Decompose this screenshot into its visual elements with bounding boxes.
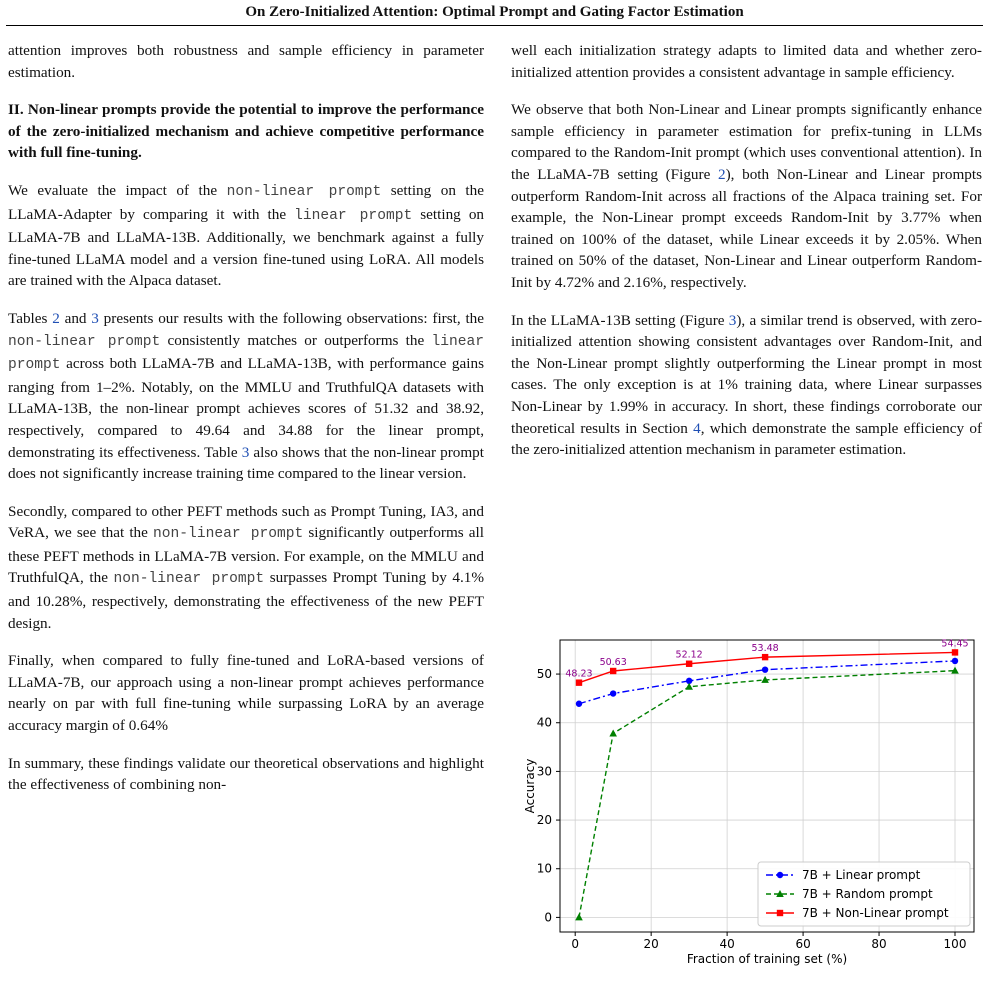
text-run: , which demonstrate the sample efficiency of the zero-initialized attention mechanism in parameter estimation. xyxy=(511,419,982,459)
data-point xyxy=(952,658,958,664)
data-point xyxy=(609,729,617,736)
text-run: and xyxy=(59,309,92,327)
x-tick-label: 80 xyxy=(871,937,887,951)
data-point xyxy=(762,666,768,672)
table-ref-link[interactable]: 3 xyxy=(241,443,250,461)
data-point xyxy=(575,913,583,920)
figure-ref-link[interactable]: 3 xyxy=(728,311,737,329)
y-tick-label: 20 xyxy=(536,813,552,828)
text-run: also shows that the non-linear prompt does not significantly increase training time compared to the linear version. xyxy=(8,443,484,483)
right-paragraph-2 xyxy=(511,99,982,293)
header-rule xyxy=(6,25,983,26)
data-label: 53.48 xyxy=(751,643,779,655)
left-paragraph-4 xyxy=(8,501,484,635)
text-run: We evaluate the impact of the xyxy=(8,181,227,199)
y-tick-label: 30 xyxy=(536,764,552,779)
data-point xyxy=(610,690,616,696)
legend-marker xyxy=(777,910,783,916)
figure-ref-link[interactable]: 2 xyxy=(718,165,726,183)
text-run: presents our results with the following observations: first, the xyxy=(98,309,484,327)
data-point xyxy=(576,701,582,707)
y-tick-label: 50 xyxy=(536,667,552,682)
data-label: 54.45 xyxy=(941,638,969,650)
x-tick-label: 60 xyxy=(795,937,811,951)
y-tick-label: 0 xyxy=(544,910,552,925)
text-run: In the LLaMA-13B setting (Figure xyxy=(511,311,729,329)
code-term: non-linear prompt xyxy=(113,571,265,588)
text-run: ), both Non-Linear and Linear prompts outperform Random-Init across all fractions of the Alpaca training set. For example, the Non-Linear prompt exceeds Random-Init by 3.77% when trained on 100% of the dataset, while Linear exceeds it by 2.05%. When trained on 50% of the dataset, Non-Linear and Linear outperform Random-Init by 4.72% and 2.16%, respectively. xyxy=(511,165,982,291)
left-paragraph-5: Finally, when compared to fully fine-tuned and LoRA-based versions of LLaMA-7B, our approach using a non-linear prompt achieves performance nearly on par with full fine-tuning while surpassing LoRA by an average accuracy margin of 0.64% xyxy=(8,652,484,735)
data-point xyxy=(685,683,693,690)
section-heading: II. Non-linear prompts provide the potential to improve the performance of the zero-initialized mechanism and achieve competitive performance with full fine-tuning. xyxy=(8,101,484,162)
x-tick-label: 20 xyxy=(643,937,659,951)
text-run: Tables xyxy=(8,309,53,327)
text-run: surpasses Prompt Tuning by 4.1% and 10.28%, respectively, demonstrating the effectiveness of the new PEFT design. xyxy=(8,569,484,632)
data-point xyxy=(576,679,582,685)
text-run: We observe that both Non-Linear and Linear prompts significantly enhance sample efficiency in parameter estimation for prefix-tuning in LLMs compared to the Random-Init prompt (which uses conventional attention). In the LLaMA-7B setting (Figure xyxy=(511,101,982,183)
page-header xyxy=(0,0,989,24)
paper-title: On Zero-Initialized Attention: Optimal Prompt and Gating Factor Estimation xyxy=(245,4,744,20)
x-axis-label: Fraction of training set (%) xyxy=(686,952,848,966)
x-tick-label: 0 xyxy=(571,937,580,951)
y-tick-label: 40 xyxy=(536,715,552,730)
right-paragraph-1: well each initialization strategy adapts to limited data and whether zero-initialized attention provides a consistent advantage in sample efficiency. xyxy=(511,42,982,81)
text-run: consistently matches or outperforms the xyxy=(160,331,432,349)
data-label: 52.12 xyxy=(675,649,703,661)
table-ref-link[interactable]: 2 xyxy=(52,309,60,327)
code-term: non-linear prompt xyxy=(153,526,304,543)
text-run: Secondly, compared to other PEFT methods such as Prompt Tuning, IA3, and VeRA, we see that the xyxy=(8,502,484,542)
data-point xyxy=(762,654,768,660)
text-run: across both LLaMA-7B and LLaMA-13B, with performance gains ranging from 1–2%. Notably, on the MMLU and TruthfulQA datasets with LLaMA-13B, the non-linear prompt achieves scores of 51.32 and 38.92, respectively, compared to 49.64 and 34.88 for the linear prompt, demonstrating its effectiveness. Table xyxy=(8,355,484,461)
accuracy-chart-svg xyxy=(520,636,982,981)
data-point xyxy=(686,661,692,667)
legend-label: 7B + Linear prompt xyxy=(802,868,921,882)
y-tick-label: 10 xyxy=(536,861,552,876)
left-column xyxy=(8,40,484,812)
y-axis-label: Accuracy xyxy=(523,758,537,814)
legend-label: 7B + Random prompt xyxy=(802,887,933,901)
left-paragraph-6: In summary, these findings validate our theoretical observations and highlight the effectiveness of combining non- xyxy=(8,754,484,794)
right-paragraph-3 xyxy=(511,310,982,461)
table-ref-link[interactable]: 3 xyxy=(91,309,99,327)
text-run: setting on LLaMA-7B and LLaMA-13B. Additionally, we benchmark against a fully fine-tuned LLaMA model and a version fine-tuned using LoRA. All models are trained with the Alpaca dataset. xyxy=(8,205,485,290)
text-run: ), a similar trend is observed, with zero-initialized attention showing consistent advantages over Random-Init, and the Non-Linear prompt slightly outperforming the Linear prompt in most cases. The only exception is at 1% training data, where Linear surpasses Non-Linear by 1.99% in accuracy. In short, these findings corroborate our theoretical results in Section xyxy=(511,311,982,437)
code-term: non-linear prompt xyxy=(226,183,382,200)
data-point xyxy=(610,668,616,674)
text-run: significantly outperforms all these PEFT methods in LLaMA-7B version. For example, on the MMLU and TruthfulQA, the xyxy=(8,524,484,587)
legend-marker xyxy=(777,872,783,878)
left-paragraph-1: attention improves both robustness and sample efficiency in parameter estimation. xyxy=(8,42,484,81)
section-ref-link[interactable]: 4 xyxy=(693,419,701,437)
code-term: linear prompt xyxy=(8,333,484,374)
code-term: linear prompt xyxy=(294,207,413,224)
left-paragraph-2 xyxy=(8,180,484,292)
left-paragraph-3 xyxy=(8,308,484,485)
code-term: non-linear prompt xyxy=(8,333,161,350)
data-label: 50.63 xyxy=(599,657,627,669)
text-run: setting on the LLaMA-Adapter by comparing it with the xyxy=(8,181,484,223)
accuracy-chart xyxy=(520,636,982,981)
right-column xyxy=(511,40,982,477)
legend-label: 7B + Non-Linear prompt xyxy=(802,906,949,920)
data-point xyxy=(952,649,958,655)
data-label: 48.23 xyxy=(565,668,593,680)
x-tick-label: 100 xyxy=(943,937,967,951)
x-tick-label: 40 xyxy=(719,937,735,951)
